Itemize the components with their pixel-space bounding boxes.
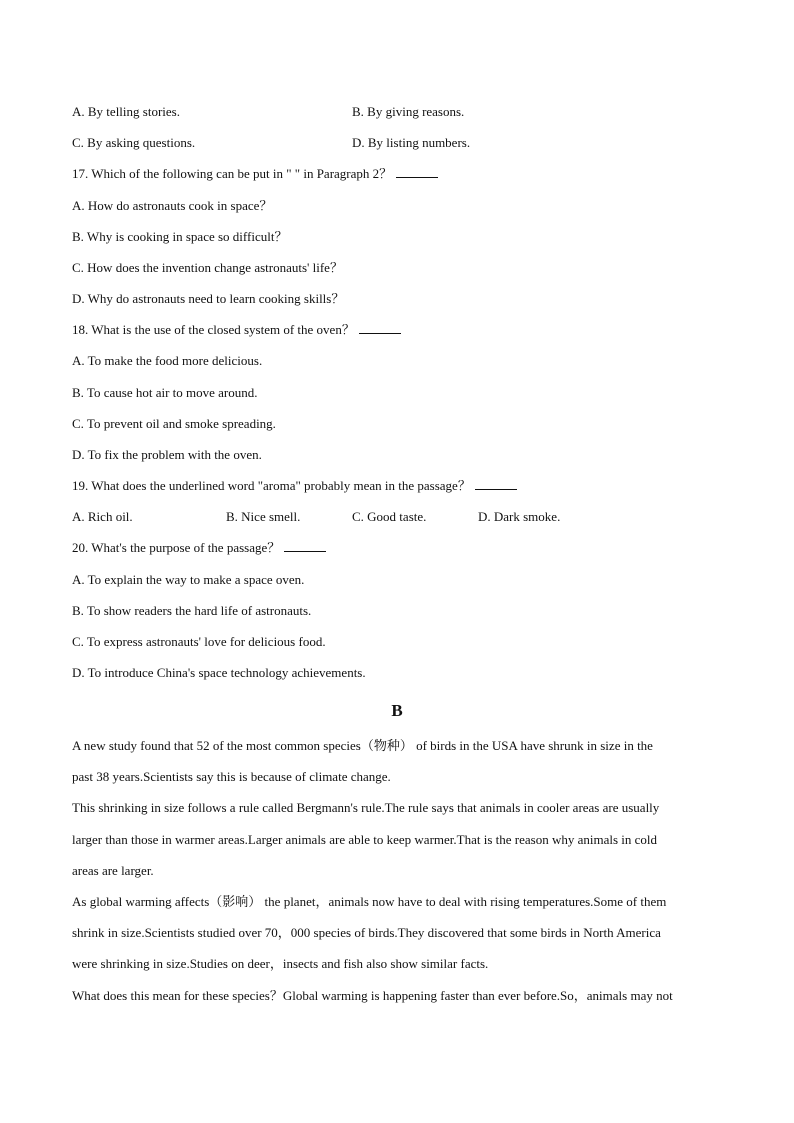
passage-line: past 38 years.Scientists say this is because of climate change. — [72, 769, 391, 784]
q17-option-c: C. How does the invention change astronauts' life？ — [72, 260, 343, 275]
q16-option-d: D. By listing numbers. — [352, 135, 471, 150]
q18-answer-blank[interactable] — [359, 322, 401, 334]
q16-option-b: B. By giving reasons. — [352, 104, 465, 119]
q20-stem-row — [72, 540, 326, 556]
q20-option-d: D. To introduce China's space technology achievements. — [72, 665, 366, 680]
q20-option-a: A. To explain the way to make a space oven. — [72, 572, 305, 587]
q17-option-b: B. Why is cooking in space so difficult？ — [72, 229, 288, 244]
passage-line: areas are larger. — [72, 863, 154, 878]
q20-answer-blank[interactable] — [284, 540, 326, 552]
passage-line: larger than those in warmer areas.Larger animals are able to keep warmer.That is the reason why animals in cold — [72, 832, 658, 847]
q19-option-c: C. Good taste. — [352, 509, 427, 524]
q19-option-b: B. Nice smell. — [226, 509, 301, 524]
q18-stem: 18. What is the use of the closed system of the oven？ — [72, 322, 355, 337]
passage-line: This shrinking in size follows a rule called Bergmann's rule.The rule says that animals in cooler areas are usually — [72, 800, 660, 815]
q17-option-d: D. Why do astronauts need to learn cooking skills？ — [72, 291, 345, 306]
q20-option-b: B. To show readers the hard life of astronauts. — [72, 603, 312, 618]
passage-line: What does this mean for these species？Global warming is happening faster than ever before.So，animals may not — [72, 988, 673, 1003]
q19-answer-blank[interactable] — [475, 478, 517, 490]
passage-line: were shrinking in size.Studies on deer，insects and fish also show similar facts. — [72, 956, 489, 971]
q20-stem: 20. What's the purpose of the passage？ — [72, 540, 281, 555]
q17-answer-blank[interactable] — [396, 166, 438, 178]
q16-option-a: A. By telling stories. — [72, 104, 180, 119]
q19-option-d: D. Dark smoke. — [478, 509, 561, 524]
q20-option-c: C. To express astronauts' love for delicious food. — [72, 634, 326, 649]
q19-stem-row — [72, 478, 517, 494]
passage-line: As global warming affects（影响） the planet，animals now have to deal with rising temperatures.Some of them — [72, 894, 667, 909]
passage-line: shrink in size.Scientists studied over 70，000 species of birds.They discovered that some birds in North America — [72, 925, 661, 940]
q17-stem: 17. Which of the following can be put in " " in Paragraph 2？ — [72, 166, 393, 181]
q19-stem: 19. What does the underlined word "aroma" probably mean in the passage？ — [72, 478, 471, 493]
passage-line: A new study found that 52 of the most common species（物种） of birds in the USA have shrunk in size in the — [72, 738, 653, 753]
q19-option-a: A. Rich oil. — [72, 509, 133, 524]
q18-option-b: B. To cause hot air to move around. — [72, 385, 258, 400]
q18-stem-row — [72, 322, 401, 338]
q16-option-c: C. By asking questions. — [72, 135, 196, 150]
q18-option-c: C. To prevent oil and smoke spreading. — [72, 416, 276, 431]
q17-option-a: A. How do astronauts cook in space？ — [72, 198, 273, 213]
q18-option-d: D. To fix the problem with the oven. — [72, 447, 262, 462]
q18-option-a: A. To make the food more delicious. — [72, 353, 263, 368]
section-b-title: B — [391, 701, 403, 720]
q17-stem-row — [72, 166, 438, 182]
